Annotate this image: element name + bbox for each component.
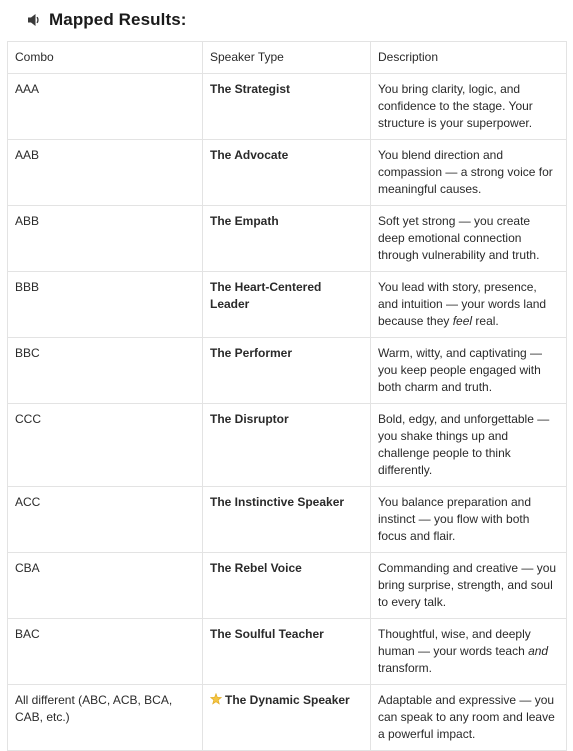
description-cell [371,272,567,338]
combo-cell: CBA [8,553,203,619]
results-table [7,41,567,751]
table-row [8,140,567,206]
combo-cell: CCC [8,404,203,487]
description-text: Thoughtful, wise, and deeply human — your words teach [378,627,531,658]
table-row [8,553,567,619]
table-row [8,338,567,404]
combo-cell: BBC [8,338,203,404]
combo-cell: All different (ABC, ACB, BCA, CAB, etc.) [8,685,203,751]
description-text: Bold, edgy, and unforgettable — you shake things up and challenge people to think differently. [378,412,550,477]
description-cell [371,140,567,206]
description-text: Soft yet strong — you create deep emotional connection through vulnerability and truth. [378,214,540,262]
column-header-description: Description [371,42,567,74]
speaker-type-cell: The Soulful Teacher [203,619,371,685]
combo-cell: AAA [8,74,203,140]
description-text-end: real. [472,314,499,328]
table-row [8,404,567,487]
description-emphasis: and [528,644,549,658]
description-text: You balance preparation and instinct — you flow with both focus and flair. [378,495,532,543]
table-row [8,619,567,685]
speaker-type-cell: The Strategist [203,74,371,140]
column-header-speaker-type: Speaker Type [203,42,371,74]
speaker-type-cell: The Performer [203,338,371,404]
combo-cell: AAB [8,140,203,206]
description-text: You lead with story, presence, and intuition — your words land because they [378,280,547,328]
sparkle-star-icon [210,693,222,705]
table-row [8,487,567,553]
table-header-row [8,42,567,74]
description-cell [371,553,567,619]
combo-cell: BBB [8,272,203,338]
description-cell [371,404,567,487]
description-cell [371,685,567,751]
column-header-combo: Combo [8,42,203,74]
combo-cell: ABB [8,206,203,272]
description-text-end: transform. [378,661,433,675]
combo-cell: ACC [8,487,203,553]
combo-cell: BAC [8,619,203,685]
description-emphasis: feel [452,314,473,328]
description-text: Adaptable and expressive — you can speak to any room and leave a powerful impact. [378,693,555,741]
table-row [8,74,567,140]
speaker-type-cell: The Heart-Centered Leader [203,272,371,338]
table-row [8,272,567,338]
speaker-type-cell: The Advocate [203,140,371,206]
table-row [8,685,567,751]
description-text: Warm, witty, and captivating — you keep people engaged with both charm and truth. [378,346,543,394]
speaker-type-cell [203,685,371,751]
speaker-type-cell: The Disruptor [203,404,371,487]
description-cell [371,487,567,553]
table-row [8,206,567,272]
description-text: You blend direction and compassion — a strong voice for meaningful causes. [378,148,553,196]
description-text: You bring clarity, logic, and confidence to the stage. Your structure is your superpower. [378,82,533,130]
section-heading [26,6,187,34]
speaker-type-cell: The Instinctive Speaker [203,487,371,553]
description-text: Commanding and creative — you bring surprise, strength, and soul to every talk. [378,561,557,609]
speaker-type-text: The Dynamic Speaker [225,693,350,707]
speaker-icon [26,12,42,28]
speaker-type-cell: The Empath [203,206,371,272]
speaker-type-cell: The Rebel Voice [203,553,371,619]
description-cell [371,338,567,404]
description-cell [371,74,567,140]
page-title: Mapped Results: [49,10,187,29]
description-cell [371,619,567,685]
description-cell [371,206,567,272]
